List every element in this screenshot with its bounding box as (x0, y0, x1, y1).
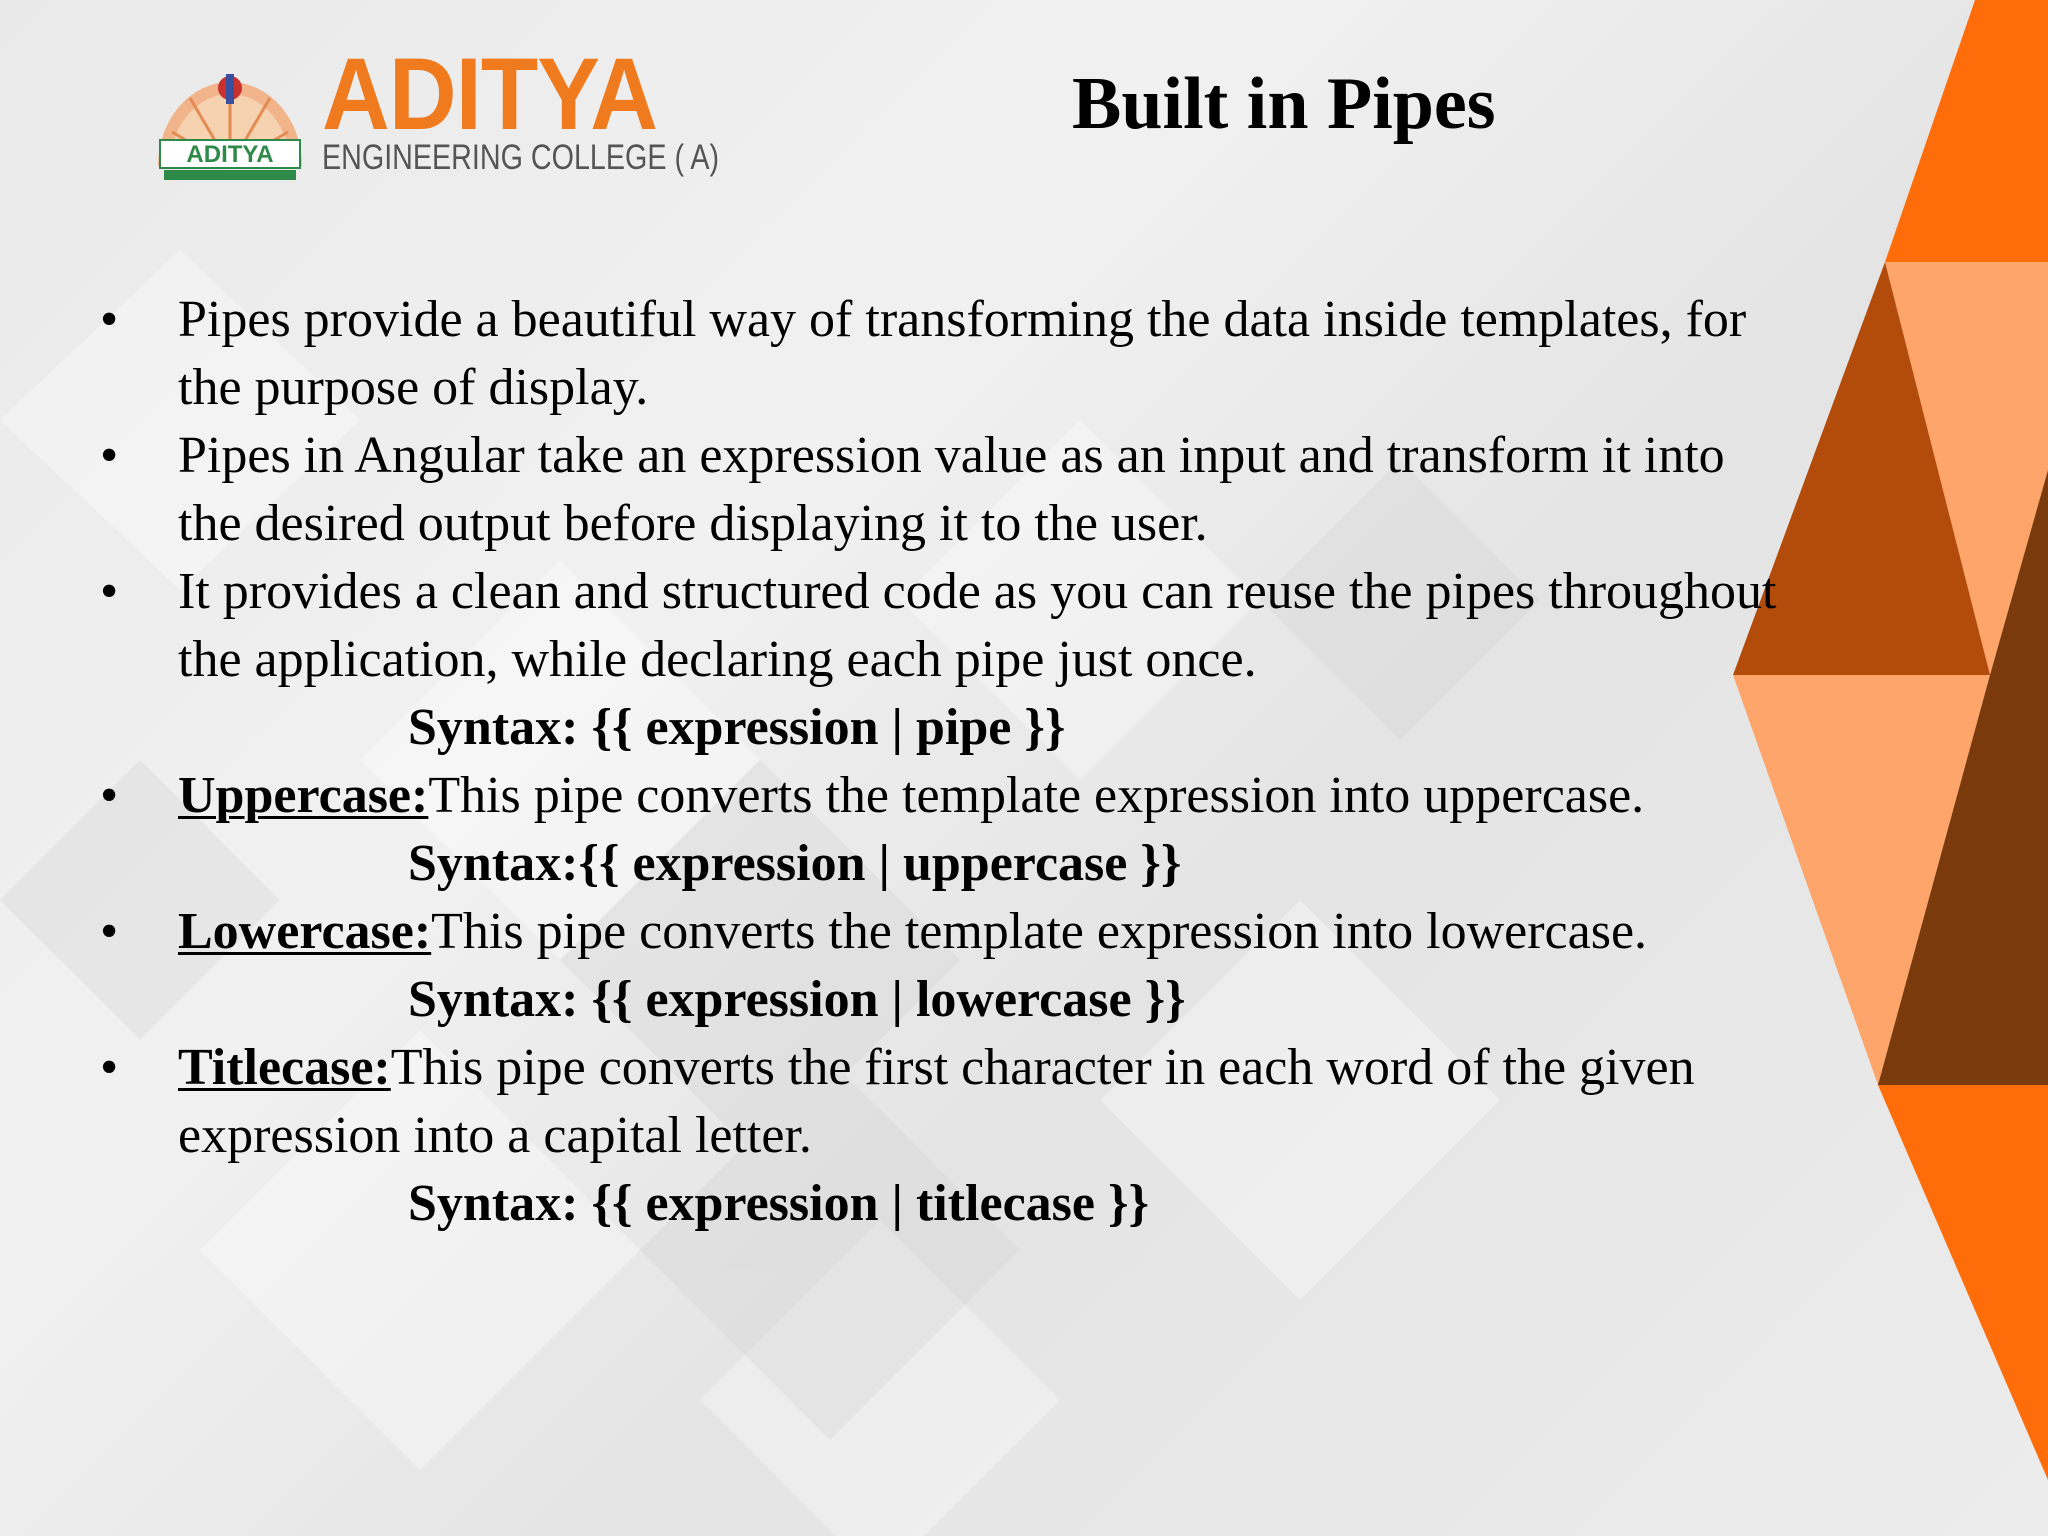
logo-subtitle: ENGINEERING COLLEGE ( A) (322, 138, 720, 177)
bullet-item (0, 286, 2048, 422)
syntax-titlecase: Syntax: {{ expression | titlecase }} (408, 1175, 1149, 1232)
bullet-marker: • (100, 291, 119, 348)
bullet-marker: • (100, 767, 119, 824)
bullet-text-line: expression into a capital letter. (178, 1107, 812, 1164)
bullet-text-line: the application, while declaring each pipe just once. (178, 631, 1257, 688)
bullet-text-line (178, 898, 2048, 966)
bullet-marker: • (100, 427, 119, 484)
emblem-text: ADITYA (186, 141, 274, 168)
orange-stripe-top (1885, 0, 2048, 262)
term-titlecase: Titlecase: (178, 1039, 391, 1096)
bullet-text-line: It provides a clean and structured code as you can reuse the pipes throughout (178, 563, 1777, 620)
bullet-item-lowercase (0, 898, 2048, 966)
term-uppercase: Uppercase: (178, 767, 429, 824)
term-lowercase: Lowercase: (178, 903, 432, 960)
bullet-text-line: the desired output before displaying it to the user. (178, 495, 1208, 552)
syntax-lowercase: Syntax: {{ expression | lowercase }} (408, 971, 1186, 1028)
bullet-item (0, 558, 2048, 694)
bullet-text-line: Pipes provide a beautiful way of transforming the data inside templates, for (178, 291, 1747, 348)
bullet-item-titlecase (0, 1034, 2048, 1170)
college-emblem-icon (150, 36, 310, 186)
bullet-text-line: the purpose of display. (178, 359, 649, 416)
slide-title: Built in Pipes (1072, 63, 1496, 145)
bullet-item (0, 422, 2048, 558)
college-logo (150, 36, 720, 186)
definition-uppercase: This pipe converts the template expression into uppercase. (428, 767, 1645, 824)
bullet-item-uppercase (0, 762, 2048, 830)
slide-content (0, 286, 2048, 1238)
definition-titlecase: This pipe converts the first character in each word of the given (390, 1039, 1695, 1096)
bullet-marker: • (100, 563, 119, 620)
syntax-pipe: Syntax: {{ expression | pipe }} (408, 699, 1066, 756)
logo-name: ADITYA (322, 37, 658, 151)
bullet-text-line: Pipes in Angular take an expression value as an input and transform it into (178, 427, 1725, 484)
bullet-marker: • (100, 903, 119, 960)
definition-lowercase: This pipe converts the template expression into lowercase. (431, 903, 1648, 960)
bullet-text-line (178, 1034, 2048, 1102)
bullet-text-line (178, 762, 2048, 830)
bullet-marker: • (100, 1039, 119, 1096)
syntax-uppercase: Syntax:{{ expression | uppercase }} (408, 835, 1182, 892)
